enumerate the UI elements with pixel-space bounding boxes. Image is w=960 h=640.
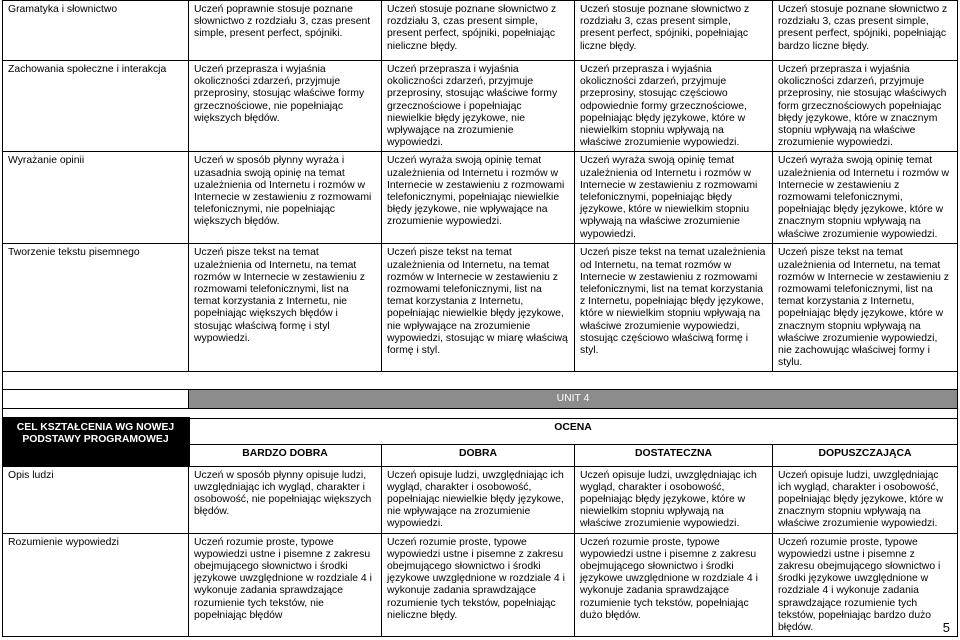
criteria-cell: Uczeń pisze tekst na temat uzależnienia od Internetu, na temat rozmów w Internecie w zestawieniu z rozmowami telefonicznymi, list na temat korzystania z Internetu, popełniając błędy językowe, które w niewielkim stopniu wpływają na właściwe zrozumienie wypowiedzi, stosując częściowo właściwą formę i styl. (575, 244, 773, 372)
page-number: 5 (942, 620, 950, 635)
criteria-cell: Uczeń poprawnie stosuje poznane słownictwo z rozdziału 3, czas present simple, present perfect, spójniki. (189, 1, 382, 61)
row-category: Gramatyka i słownictwo (3, 1, 189, 61)
table-row (3, 244, 958, 372)
criteria-cell: Uczeń przeprasza i wyjaśnia okoliczności zdarzeń, przyjmuje przeprosiny, stosując właściwe formy grzecznościowe i popełniając niewielkie błędy językowe, nie wpływające na zrozumienie wypowiedzi. (382, 61, 575, 152)
criteria-cell: Uczeń przeprasza i wyjaśnia okoliczności zdarzeń, przyjmuje przeprosiny, nie stosując właściwych form grzecznościowych popełniając błędy językowe, które w znacznym stopniu wpływają na właściwe zrozumienie wypowiedzi. (773, 61, 958, 152)
criteria-cell: Uczeń opisuje ludzi, uwzględniając ich wygląd, charakter i osobowość, popełniając błędy językowe, które w niewielkim stopniu wpływają na właściwe zrozumienie wypowiedzi. (575, 466, 773, 533)
criteria-cell: Uczeń rozumie proste, typowe wypowiedzi ustne i pisemne z zakresu obejmującego słownictwo i środki językowe uwzględnione w rozdziale 4 i wykonuje zadania sprawdzające rozumienie tych tekstów, popełniając bardzo dużo błędów. (773, 533, 958, 637)
row-category: Tworzenie tekstu pisemnego (3, 244, 189, 372)
criteria-cell: Uczeń rozumie proste, typowe wypowiedzi ustne i pisemne z zakresu obejmującego słownictwo i środki językowe uwzględnione w rozdziale 4 i wykonuje zadania sprawdzające rozumienie tych tekstów, popełniając dużo błędów. (575, 533, 773, 637)
grade-satisfactory: DOSTATECZNA (575, 444, 773, 466)
criteria-cell: Uczeń stosuje poznane słownictwo z rozdziału 3, czas present simple, present perfect, spójniki, popełniając bardzo liczne błędy. (773, 1, 958, 61)
grade-sufficient: DOPUSZCZAJĄCA (773, 444, 958, 466)
table-row (3, 1, 958, 61)
criteria-cell: Uczeń pisze tekst na temat uzależnienia od Internetu, na temat rozmów w Internecie w zestawieniu z rozmowami telefonicznymi, list na temat korzystania z Internetu, popełniając błędy językowe, które w znacznym stopniu wpływają na właściwe zrozumienie wypowiedzi, nie zachowując właściwej formy i stylu. (773, 244, 958, 372)
criteria-cell: Uczeń w sposób płynny opisuje ludzi, uwzględniając ich wygląd, charakter i osobowość, nie popełniając większych błędów. (189, 466, 382, 533)
criteria-cell: Uczeń pisze tekst na temat uzależnienia od Internetu, na temat rozmów w Internecie w zestawieniu z rozmowami telefonicznymi, list na temat korzystania z Internetu, nie popełniając większych błędów i stosując właściwą formę i styl wypowiedzi. (189, 244, 382, 372)
criteria-cell: Uczeń stosuje poznane słownictwo z rozdziału 3, czas present simple, present perfect, spójniki, popełniając liczne błędy. (575, 1, 773, 61)
unit-title: UNIT 4 (189, 390, 958, 408)
criteria-cell: Uczeń opisuje ludzi, uwzględniając ich wygląd, charakter i osobowość, popełniając niewielkie błędy językowe, nie wpływające na zrozumienie wypowiedzi. (382, 466, 575, 533)
criteria-cell: Uczeń wyraża swoją opinię temat uzależnienia od Internetu i rozmów w Internecie w zestawieniu z rozmowami telefonicznymi, popełniając błędy językowe, które w znacznym stopniu wpływają na właściwe zrozumienie wypowiedzi. (773, 152, 958, 244)
criteria-cell: Uczeń rozumie proste, typowe wypowiedzi ustne i pisemne z zakresu obejmującego słownictwo i środki językowe uwzględnione w rozdziale 4 i wykonuje zadania sprawdzające rozumienie tych tekstów, nie popełniając błędów (189, 533, 382, 637)
criteria-cell: Uczeń przeprasza i wyjaśnia okoliczności zdarzeń, przyjmuje przeprosiny, stosując częściowo odpowiednie formy grzecznościowe, popełniając błędy językowe, które w niewielkim stopniu wpływają na właściwe zrozumienie wypowiedzi. (575, 61, 773, 152)
grade-good: DOBRA (382, 444, 575, 466)
criteria-cell: Uczeń stosuje poznane słownictwo z rozdziału 3, czas present simple, present perfect, spójniki, popełniając nieliczne błędy. (382, 1, 575, 61)
criteria-cell: Uczeń rozumie proste, typowe wypowiedzi ustne i pisemne z zakresu obejmującego słownictwo i środki językowe uwzględnione w rozdziale 4 i wykonuje zadania sprawdzające rozumienie tych tekstów, popełniając nieliczne błędy. (382, 533, 575, 637)
table-row (3, 466, 958, 533)
table-row (3, 533, 958, 637)
table-row (3, 61, 958, 152)
criteria-cell: Uczeń pisze tekst na temat uzależnienia od Internetu, na temat rozmów w Internecie w zestawieniu z rozmowami telefonicznymi, list na temat korzystania z Internetu, popełniając niewielkie błędy językowe, nie wpływające na zrozumienie wypowiedzi, stosując w miarę właściwą formę i styl. (382, 244, 575, 372)
cel-ksztalcenia-header: CEL KSZTAŁCENIA WG NOWEJ PODSTAWY PROGRAMOWEJ (3, 418, 189, 466)
table-row (3, 152, 958, 244)
row-category: Opis ludzi (3, 466, 189, 533)
row-category: Rozumienie wypowiedzi (3, 533, 189, 637)
row-category: Wyrażanie opinii (3, 152, 189, 244)
unit-header-row (3, 390, 958, 408)
section-spacer (3, 372, 958, 390)
assessment-table (2, 0, 958, 637)
blank-cell (3, 390, 189, 408)
criteria-cell: Uczeń przeprasza i wyjaśnia okoliczności zdarzeń, przyjmuje przeprosiny, stosując właściwe formy grzecznościowe, nie popełniając większych błędów. (189, 61, 382, 152)
criteria-cell: Uczeń wyraża swoją opinię temat uzależnienia od Internetu i rozmów w Internecie w zestawieniu z rozmowami telefonicznymi, popełniając błędy językowe, które w niewielkim stopniu wpływają na właściwe zrozumienie wypowiedzi. (575, 152, 773, 244)
criteria-cell: Uczeń w sposób płynny wyraża i uzasadnia swoją opinię na temat uzależnienia od Internetu i rozmów w Internecie w zestawieniu z rozmowami telefonicznymi, nie popełniając większych błędów. (189, 152, 382, 244)
section-spacer (3, 408, 958, 418)
ocena-header-row (3, 418, 958, 444)
grade-very-good: BARDZO DOBRA (189, 444, 382, 466)
ocena-header: OCENA (189, 418, 958, 444)
criteria-cell: Uczeń opisuje ludzi, uwzględniając ich wygląd, charakter i osobowość, popełniając błędy językowe, które w znacznym stopniu wpływają na właściwe zrozumienie wypowiedzi. (773, 466, 958, 533)
row-category: Zachowania społeczne i interakcja (3, 61, 189, 152)
criteria-cell: Uczeń wyraża swoją opinię temat uzależnienia od Internetu i rozmów w Internecie w zestawieniu z rozmowami telefonicznymi, popełniając niewielkie błędy językowe, nie wpływające na zrozumienie wypowiedzi. (382, 152, 575, 244)
